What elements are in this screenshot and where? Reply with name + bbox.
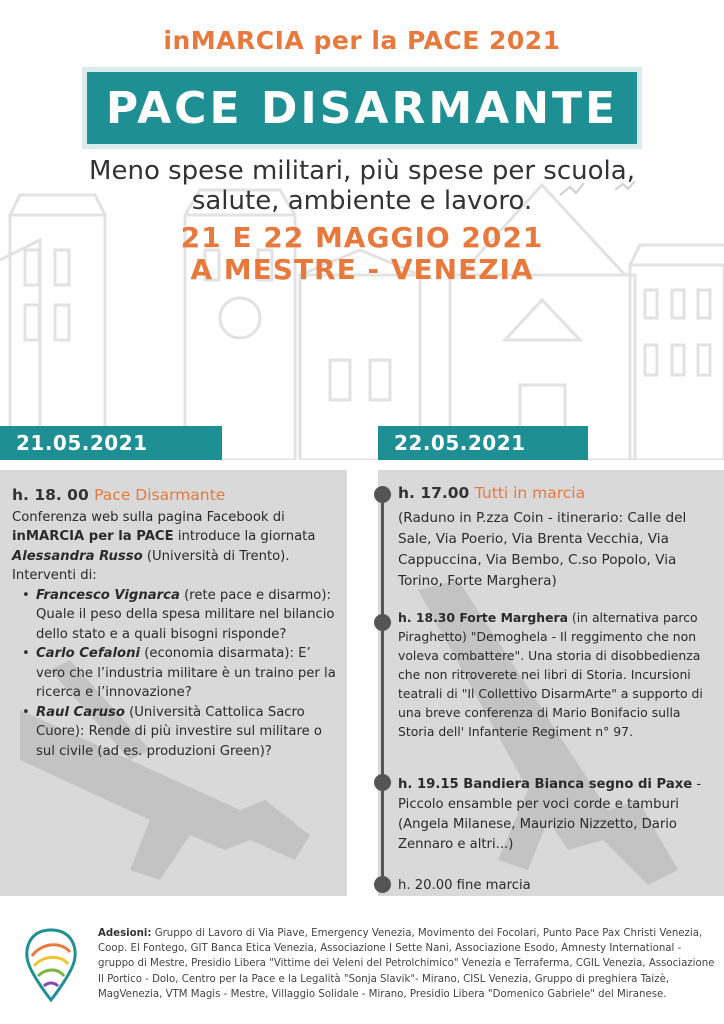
speaker-topic: (Università Cattolica Sacro Cuore): Rende di più investire sul militare o sul civile (ad es. produzioni Green)? — [36, 704, 322, 759]
day1-event-title: Pace Disarmante — [94, 486, 226, 504]
day2-event1-text: (Raduno in P.zza Coin - itinerario: Calle del Sale, Via Poerio, Via Brenta Vecchia, Via Cappuccina, Via Bembo, C.so Popolo, Via Torino, Forte Marghera) — [398, 509, 687, 589]
speaker-item — [36, 644, 340, 703]
subtitle — [60, 156, 664, 216]
timeline-line — [381, 488, 384, 888]
timeline-dot — [374, 876, 391, 893]
day2-program — [398, 484, 716, 893]
day2-event1-heading — [398, 484, 716, 504]
main-title: PACE DISARMANTE — [105, 82, 619, 134]
supporters-list — [98, 926, 718, 1002]
day1-intro-text: Conferenza web sulla pagina Facebook di — [12, 509, 285, 525]
day2-event4: h. 20.00 fine marcia — [398, 878, 531, 893]
supporters-text: Gruppo di Lavoro di Via Piave, Emergency Venezia, Movimento dei Focolari, Punto Pace Pax Christi Venezia, Coop. El Fontego, GIT Banca Etica Venezia, Associazione I Sette Nani, Associazione Esodo, Amnesty International - gruppo di Mestre, Presidio Libera "Vittime dei Veleni del Petrolchimico" Venezia e Terraferma, CGIL Venezia, Associazione Il Portico - Dolo, Centro per la Pace e la Legalità "Sonja Slavik"- Mirano, CISL Venezia, Gruppo di preghiera Taizè, MagVenezia, VTM Magis - Mestre, Villaggio Solidale - Mirano, Presidio Libera "Domenico Gabriele" del Miranese. — [98, 928, 715, 1000]
speaker-name: Raul Caruso — [36, 704, 125, 720]
location-line: A MESTRE - VENEZIA — [190, 253, 534, 286]
timeline-dot — [374, 614, 391, 631]
day1-event-heading — [12, 486, 340, 506]
timeline-dot — [374, 486, 391, 503]
subtitle-line-2: salute, ambiente e lavoro. — [191, 186, 533, 216]
date-line-1: 21 E 22 MAGGIO 2021 — [180, 221, 544, 254]
day1-host-name: Alessandra Russo — [12, 548, 143, 564]
day1-intro-text-3: (Università di Trento). Interventi di: — [12, 548, 290, 583]
day1-event-time: h. 18. 00 — [12, 486, 89, 504]
speaker-item — [36, 586, 340, 645]
speaker-topic: (rete pace e disarmo): Quale il peso della spesa militare nel bilancio dello stato e a quali bisogni risponde? — [36, 587, 335, 642]
day2-event2-heading: h. 18.30 Forte Marghera — [398, 609, 568, 625]
day1-intro-text-2: introduce la giornata — [173, 529, 316, 544]
day2-event3-text: - Piccolo ensamble per voci corde e tamburi (Angela Milanese, Maurizio Nizzetto, Dario Zennaro e altri...) — [398, 776, 702, 852]
day1-intro — [12, 508, 340, 586]
day2-event2 — [398, 608, 716, 741]
event-dates — [0, 222, 724, 286]
day2-event3 — [398, 775, 716, 855]
day2-event2-text: (in alternativa parco Piraghetto) "Demoghela - Il reggimento che non voleva combattere". Una storia di disobbedienza che non ritroverete nei libri di Storia. Incursioni teatrali di "Il Collettivo DisarmArte" a supporto di una breve conferenza di Mario Bonifacio sulla Storia dell' Infanterie Regiment n° 97. — [398, 609, 703, 739]
speaker-topic: (economia disarmata): E’ vero che l’industria militare è un traino per la ricerca e l’innovazione? — [36, 646, 336, 700]
subtitle-line-1: Meno spese militari, più spese per scuola, — [89, 156, 635, 186]
event-series-title: inMARCIA per la PACE 2021 — [163, 26, 561, 55]
day1-tab: 21.05.2021 — [0, 426, 222, 460]
main-title-banner — [82, 67, 642, 149]
day1-program — [12, 486, 340, 761]
day2-event1-time: h. 17.00 — [398, 484, 470, 502]
speaker-name: Francesco Vignarca — [36, 587, 180, 603]
day1-organizer: inMARCIA per la PACE — [12, 529, 174, 544]
timeline-dot — [374, 774, 391, 791]
peace-dove-logo-icon — [20, 926, 82, 1006]
day2-event1-title: Tutti in marcia — [474, 484, 586, 502]
day2-event3-heading: h. 19.15 Bandiera Bianca segno di Paxe — [398, 776, 693, 792]
supporters-label: Adesioni: — [98, 928, 152, 939]
day2-tab: 22.05.2021 — [378, 426, 588, 460]
speaker-name: Carlo Cefaloni — [36, 646, 140, 661]
speaker-item — [36, 703, 340, 762]
